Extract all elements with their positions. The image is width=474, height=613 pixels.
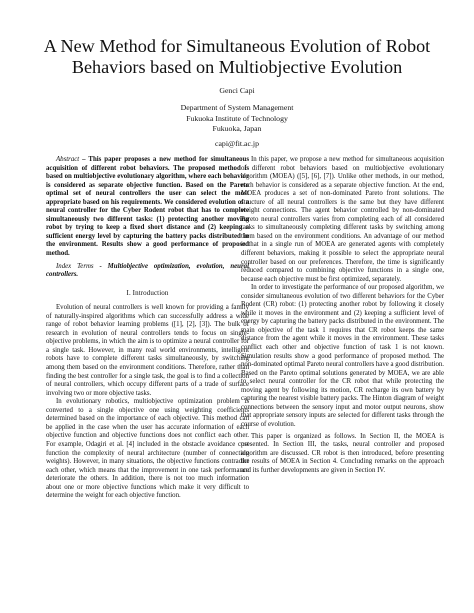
section-heading: I. Introduction: [126, 288, 169, 297]
affiliation-line: Fukuoka Institute of Technology: [186, 113, 288, 123]
paper-title: A New Method for Simultaneous Evolution of Robot Behaviors based on Multiobjective Evolution: [43, 36, 431, 77]
body-paragraph: This paper is organized as follows. In Section II, the MOEA is presented. In Section III, the tasks, neural controller and proposed algorithm are discussed. CR robot is then introduced, before presenting the results of MOEA in Section 4. Concluding remarks on the approach and its further developments are given in Section IV.: [241, 432, 444, 474]
index-terms-text: - Multiobjective optimization, evolution, neural controllers.: [46, 262, 249, 279]
index-terms-label: Index Terms: [56, 262, 94, 270]
body-paragraph: In order to investigate the performance of our proposed algorithm, we consider simultaneous evolution of two different behaviors for the Cyber Rodent (CR) robot: (1) protecting another robot by following it closely while it moves in the environment and (2) keeping a sufficient level of energy by capturing the battery packs distributed in the environment. The main objective of the task 1 requires that CR robot keeps the same distance from the agent while it moves in the environment. These tasks conflict each other and objective function of task 1 is not known. Simulation results show a good performance of proposed method. The non-dominated optimal Pareto neural controllers have a good distribution. Based on the Pareto optimal solutions generated by MOEA, we are able to select neural controller for the CR robot that while protecting the moving agent by following its motion, CR recharge its own battery by capturing the nearest visible battery packs. The Hinton diagram of weight connections between the sensory input and motor output neurons, show that appropriate sensory inputs are selected for different tasks through the course of evolution.: [241, 284, 444, 428]
affiliation-line: Department of System Management: [180, 103, 294, 113]
index-terms: [46, 263, 249, 280]
body-paragraph: In this paper, we propose a new method for simultaneous acquisition of different robot behaviors based on multiobjective evolutionary algorithm (MOEA) ([5], [6], [7]). Unlike other methods, in our method, each behavior is considered as a separate objective function. At the end, MOEA produces a set of non-dominated Pareto front solutions. The structure of all neural controllers is the same but they have different weight connections. The agent behavior controlled by non-dominated Pareto neural controllers varies from completing each of all considered tasks to simultaneously completing different tasks by switching among them based on the environment conditions. An advantage of our method is that in a single run of MOEA are generated agents with completely different behaviors, making it possible to select the appropriate neural controller based on our preferences. Therefore, the time is significantly reduced compared to combining objective functions in a single one, because each objective must be first optimized, separately.: [241, 156, 444, 283]
abstract: [46, 156, 249, 259]
author-block: [60, 86, 414, 149]
abstract-label: Abstract: [56, 156, 80, 163]
right-column: [241, 156, 444, 475]
left-column: [46, 156, 249, 501]
body-paragraph: Evolution of neural controllers is well known for providing a family of naturally-inspired algorithms which can successfully address a wide range of robot behavior learning problems ([1], [2], [3]). The bulk of research in evolution of neural controllers tends to focus on single-objective problems, in which the aim is to optimize a neural controller for a single task. However, in many real world environments, intelligent robots have to complete different tasks simultaneously, by switching among them based on the environment conditions. Therefore, rather than finding the best controller for a single task, the goal is to find a collection of neural controllers, which occupy different parts of a trade of surface involving two or more objective tasks.: [46, 304, 249, 397]
body-paragraph: In evolutionary robotics, multiobjective optimization problem is converted to a single objective one using weighting coefficients determined based on the importance of each objective. This method can be applied in the case when the user has accurate information of each objective function and objective functions does not conflict each other. For example, Odagiri et al. [4] included in the obstacle avoidance cost function the complexity of neural architecture (number of connection weights). However, in many situations, the objective functions contradict each other, which means that the improvement in one task performance deteriorate the others. In addition, there is not too much information about one or more objective functions which make it very difficult to determine the weight for each objective function.: [46, 398, 249, 500]
author-name: Genci Capi: [219, 86, 255, 95]
author-email: capi@fit.ac.jp: [215, 139, 259, 149]
abstract-text: – This paper proposes a new method for simultaneous acquisition of different robot behaviors. The proposed method is based on multiobjective evolutionary algorithm, where each behavior is considered as separate objective function. Based on the Pareto optimal set of neural controllers the user can select the most appropriate based on his requirements. We considered evolution of a neural controller for the Cyber Rodent robot that has to complete simultaneously two different tasks: (1) protecting another moving robot by trying to keep a fixed short distance and (2) keeping a sufficient energy level by capturing the battery packs distributed in the environment. Results show a good performance of proposed method.: [46, 156, 249, 258]
affiliation-line: Fukuoka, Japan: [212, 123, 262, 133]
